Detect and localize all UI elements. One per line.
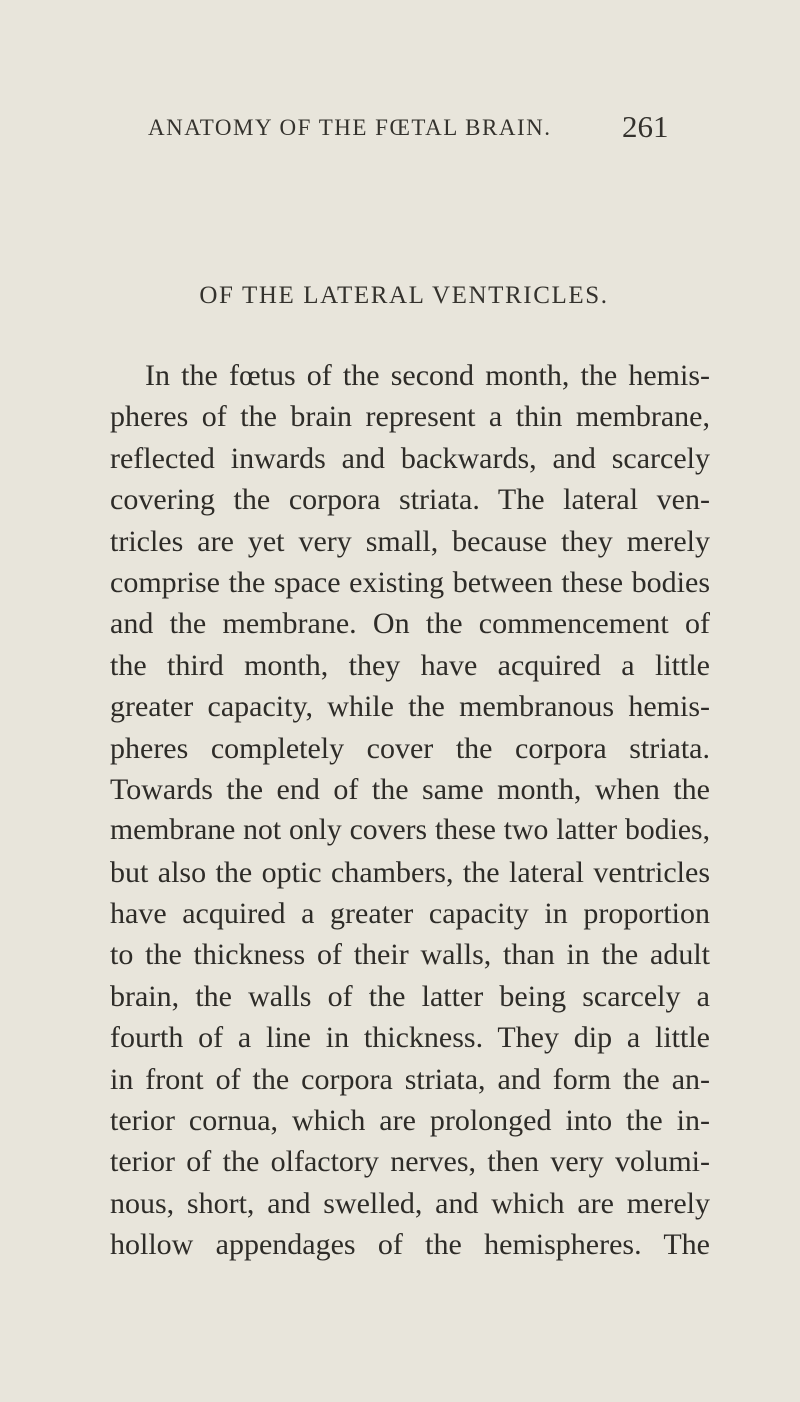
text-line: terior cornua, which are prolonged into the in- bbox=[110, 1104, 710, 1138]
section-title: OF THE LATERAL VENTRICLES. bbox=[199, 282, 609, 309]
text-line: greater capacity, while the membranous hemis- bbox=[110, 690, 710, 724]
text-line: comprise the space existing between these bodies bbox=[110, 565, 710, 599]
text-line: tricles are yet very small, because they merely bbox=[110, 524, 710, 558]
text-line: but also the optic chambers, the lateral ventricles bbox=[110, 855, 710, 889]
text-line: In the fœtus of the second month, the hemis- bbox=[145, 359, 710, 392]
running-head-title: ANATOMY OF THE FŒTAL BRAIN. bbox=[148, 115, 552, 140]
text-line: and the membrane. On the commencement of bbox=[110, 607, 710, 641]
text-line: in front of the corpora striata, and form the an- bbox=[110, 1062, 710, 1096]
text-line: the third month, they have acquired a little bbox=[110, 648, 710, 682]
text-line: to the thickness of their walls, than in the adult bbox=[110, 938, 710, 972]
text-line: terior of the olfactory nerves, then very volumi- bbox=[110, 1145, 710, 1179]
text-line: membrane not only covers these two latter bodies, bbox=[110, 814, 710, 847]
text-line: hollow appendages of the hemispheres. The bbox=[110, 1228, 710, 1262]
page-number: 261 bbox=[622, 109, 669, 144]
text-line: fourth of a line in thickness. They dip a little bbox=[110, 1021, 710, 1055]
text-line: covering the corpora striata. The lateral ven- bbox=[110, 483, 710, 517]
text-line: pheres completely cover the corpora striata. bbox=[110, 731, 710, 765]
text-line: have acquired a greater capacity in proportion bbox=[110, 897, 710, 931]
text-line: nous, short, and swelled, and which are merely bbox=[110, 1186, 710, 1220]
text-line: brain, the walls of the latter being scarcely a bbox=[110, 979, 710, 1013]
text-line: reflected inwards and backwards, and scarcely bbox=[110, 441, 710, 475]
body-paragraph bbox=[110, 355, 710, 1266]
text-line: pheres of the brain represent a thin membrane, bbox=[110, 400, 710, 434]
text-line: Towards the end of the same month, when the bbox=[110, 772, 710, 806]
running-head bbox=[0, 109, 800, 155]
